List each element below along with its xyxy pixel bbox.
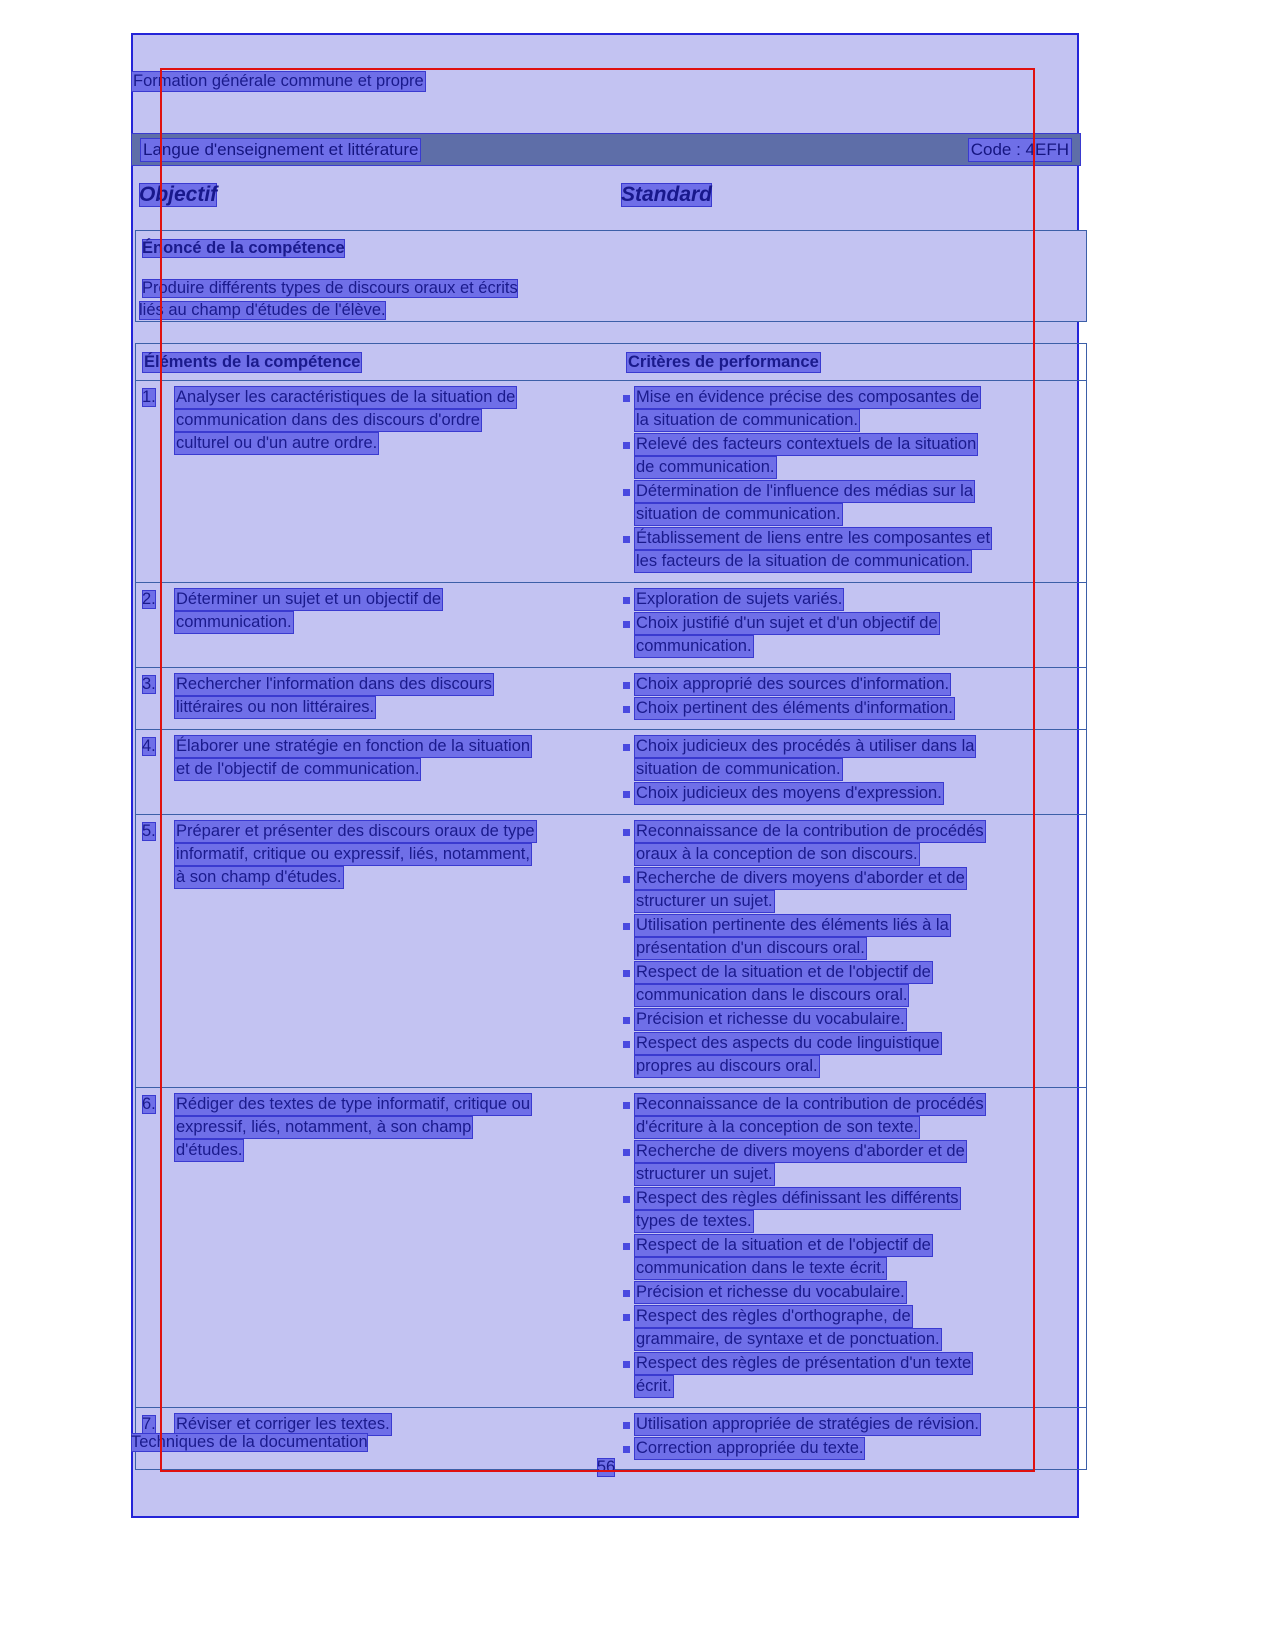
header-note: Formation générale commune et propre <box>133 72 424 90</box>
criterion-text: Exploration de sujets variés. <box>634 588 844 611</box>
criterion-item <box>618 588 1082 611</box>
page-content <box>131 33 1079 1518</box>
criterion-item <box>618 914 1082 960</box>
criterion-item <box>618 480 1082 526</box>
enonce-line-2: liés au champ d'études de l'élève. <box>139 301 386 319</box>
bullet-icon <box>618 961 634 984</box>
criterion-item <box>618 735 1082 781</box>
element-text: Rédiger des textes de type informatif, critique ou expressif, liés, notamment, à son champ d'études. <box>174 1093 614 1162</box>
criterion-text: Mise en évidence précise des composantes de la situation de communication. <box>634 386 981 432</box>
bullet-icon <box>618 386 634 409</box>
element-number: 7. <box>142 1415 156 1433</box>
bullet-icon <box>618 480 634 503</box>
criteria-cell <box>618 668 1086 729</box>
criterion-item <box>618 673 1082 696</box>
table-header-elements: Éléments de la compétence <box>144 352 361 371</box>
criterion-text: Choix judicieux des procédés à utiliser dans la situation de communication. <box>634 735 976 781</box>
criterion-text: Respect des aspects du code linguistique propres au discours oral. <box>634 1032 942 1078</box>
criterion-text: Respect de la situation et de l'objectif de communication dans le texte écrit. <box>634 1234 933 1280</box>
bullet-icon <box>618 588 634 611</box>
criterion-text: Utilisation appropriée de stratégies de révision. <box>634 1413 981 1436</box>
element-number: 1. <box>142 388 156 406</box>
criterion-text: Respect de la situation et de l'objectif de communication dans le discours oral. <box>634 961 933 1007</box>
element-text: Déterminer un sujet et un objectif de communication. <box>174 588 614 634</box>
bullet-icon <box>618 1187 634 1210</box>
element-number: 2. <box>142 590 156 608</box>
criterion-item <box>618 867 1082 913</box>
table-body <box>136 381 1086 1469</box>
element-number: 4. <box>142 737 156 755</box>
criterion-item <box>618 386 1082 432</box>
element-cell <box>136 730 618 814</box>
criterion-text: Précision et richesse du vocabulaire. <box>634 1008 907 1031</box>
criterion-item <box>618 1413 1082 1436</box>
criterion-text: Respect des règles définissant les différents types de textes. <box>634 1187 961 1233</box>
element-number: 5. <box>142 822 156 840</box>
element-text: Réviser et corriger les textes. <box>174 1413 614 1436</box>
element-number: 6. <box>142 1095 156 1113</box>
criterion-text: Recherche de divers moyens d'aborder et de structurer un sujet. <box>634 1140 967 1186</box>
bullet-icon <box>618 527 634 550</box>
bullet-icon <box>618 433 634 456</box>
bullet-icon <box>618 673 634 696</box>
criterion-item <box>618 1008 1082 1031</box>
enonce-box <box>135 230 1087 322</box>
footer-program <box>131 1433 368 1452</box>
criterion-item <box>618 1305 1082 1351</box>
discipline-title-bar <box>131 133 1081 166</box>
criterion-item <box>618 1281 1082 1304</box>
criterion-text: Choix judicieux des moyens d'expression. <box>634 782 944 805</box>
criterion-text: Reconnaissance de la contribution de procédés d'écriture à la conception de son texte. <box>634 1093 986 1139</box>
bullet-icon <box>618 1305 634 1328</box>
criterion-item <box>618 1187 1082 1233</box>
criterion-item <box>618 820 1082 866</box>
criterion-item <box>618 433 1082 479</box>
criterion-text: Établissement de liens entre les composantes et les facteurs de la situation de communication. <box>634 527 992 573</box>
competency-code: Code : 4EFH <box>968 138 1072 162</box>
element-cell <box>136 668 618 729</box>
header-note-line <box>131 71 1079 92</box>
criterion-text: Détermination de l'influence des médias sur la situation de communication. <box>634 480 975 526</box>
element-cell <box>136 381 618 582</box>
criteria-cell <box>618 583 1086 667</box>
element-text: Rechercher l'information dans des discours littéraires ou non littéraires. <box>174 673 614 719</box>
table-row <box>136 815 1086 1088</box>
element-cell <box>136 583 618 667</box>
element-text: Préparer et présenter des discours oraux de type informatif, critique ou expressif, liés, notamment, à son champ d'études. <box>174 820 614 889</box>
criterion-item <box>618 961 1082 1007</box>
element-text: Analyser les caractéristiques de la situation de communication dans des discours d'ordre culturel ou d'un autre ordre. <box>174 386 614 455</box>
bullet-icon <box>618 735 634 758</box>
criterion-text: Reconnaissance de la contribution de procédés oraux à la conception de son discours. <box>634 820 986 866</box>
bullet-icon <box>618 1437 634 1460</box>
criterion-item <box>618 1032 1082 1078</box>
table-row <box>136 730 1086 815</box>
criterion-text: Choix justifié d'un sujet et d'un objectif de communication. <box>634 612 940 658</box>
table-header-criteria-cell <box>624 352 1086 373</box>
criteria-cell <box>618 1088 1086 1407</box>
bullet-icon <box>618 1352 634 1375</box>
bullet-icon <box>618 820 634 843</box>
table-header-row <box>136 344 1086 381</box>
bullet-icon <box>618 1008 634 1031</box>
table-row <box>136 381 1086 583</box>
bullet-icon <box>618 1234 634 1257</box>
table-row <box>136 1088 1086 1408</box>
criterion-item <box>618 612 1082 658</box>
bullet-icon <box>618 1281 634 1304</box>
page-number: 56 <box>596 1458 616 1476</box>
bullet-icon <box>618 1093 634 1116</box>
criterion-text: Relevé des facteurs contextuels de la situation de communication. <box>634 433 978 479</box>
criterion-text: Précision et richesse du vocabulaire. <box>634 1281 907 1304</box>
criterion-text: Choix approprié des sources d'information. <box>634 673 951 696</box>
criteria-cell <box>618 815 1086 1087</box>
criterion-item <box>618 1437 1082 1460</box>
criterion-item <box>618 1352 1082 1398</box>
criterion-text: Utilisation pertinente des éléments liés à la présentation d'un discours oral. <box>634 914 951 960</box>
criterion-item <box>618 1234 1082 1280</box>
discipline-name: Langue d'enseignement et littérature <box>140 138 421 162</box>
criterion-item <box>618 527 1082 573</box>
criterion-text: Correction appropriée du texte. <box>634 1437 865 1460</box>
criterion-item <box>618 782 1082 805</box>
table-row <box>136 668 1086 730</box>
criteria-cell <box>618 730 1086 814</box>
competency-table <box>135 343 1087 1470</box>
standard-heading: Standard <box>621 183 713 206</box>
element-cell <box>136 1088 618 1407</box>
bullet-icon <box>618 782 634 805</box>
element-text: Élaborer une stratégie en fonction de la situation et de l'objectif de communication. <box>174 735 614 781</box>
bullet-icon <box>618 1140 634 1163</box>
footer-program-label: Techniques de la documentation <box>131 1433 368 1451</box>
criterion-item <box>618 697 1082 720</box>
element-cell <box>136 815 618 1087</box>
objectif-heading: Objectif <box>139 183 218 206</box>
table-header-elements-cell <box>136 352 624 373</box>
footer-page-number-wrap <box>131 1458 1081 1477</box>
criterion-text: Respect des règles de présentation d'un texte écrit. <box>634 1352 973 1398</box>
criterion-item <box>618 1140 1082 1186</box>
bullet-icon <box>618 1413 634 1436</box>
enonce-label: Énoncé de la compétence <box>142 239 345 257</box>
bullet-icon <box>618 697 634 720</box>
bullet-icon <box>618 867 634 890</box>
bullet-icon <box>618 1032 634 1055</box>
enonce-line-1: Produire différents types de discours oraux et écrits <box>142 279 518 297</box>
table-row <box>136 583 1086 668</box>
bullet-icon <box>618 914 634 937</box>
bullet-icon <box>618 612 634 635</box>
criterion-item <box>618 1093 1082 1139</box>
criteria-cell <box>618 381 1086 582</box>
element-number: 3. <box>142 675 156 693</box>
criterion-text: Recherche de divers moyens d'aborder et de structurer un sujet. <box>634 867 967 913</box>
criterion-text: Respect des règles d'orthographe, de grammaire, de syntaxe et de ponctuation. <box>634 1305 942 1351</box>
criterion-text: Choix pertinent des éléments d'information. <box>634 697 955 720</box>
objectif-standard-row <box>131 183 1081 213</box>
table-header-criteria: Critères de performance <box>628 352 819 371</box>
